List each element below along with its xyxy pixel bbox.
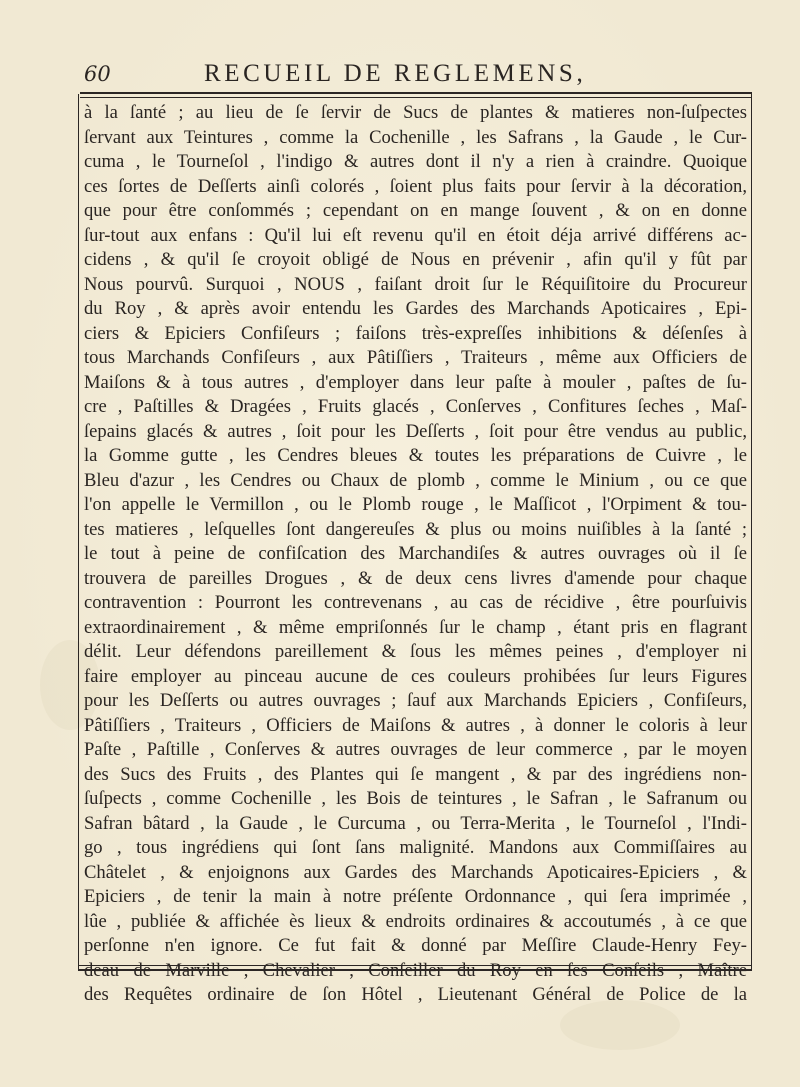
text-line: du Roy , & après avoir entendu les Gardes des Marchands Apoticaires , Epi- xyxy=(84,298,747,319)
text-line: ſur-tout aux enfans : Qu'il lui eſt revenu qu'il en étoit déja arrivé différens ac- xyxy=(84,224,747,246)
text-line: l'on appelle le Vermillon , ou le Plomb rouge , le Maſſicot , l'Orpiment & tou- xyxy=(84,494,747,515)
text-line: Nous pourvû. Surquoi , NOUS , faiſant droit ſur le Réquiſitoire du Procureur xyxy=(84,273,747,295)
text-line: Pâtiſſiers , Traiteurs , Officiers de Maiſons & autres , à donner le coloris à leur xyxy=(84,714,747,736)
text-line: le tout à peine de confiſcation des Marchandiſes & autres ouvrages où il ſe xyxy=(84,543,747,564)
text-line: cidens , & qu'il ſe croyoit obligé de Nous en prévenir , afin qu'il y fût par xyxy=(84,249,747,270)
text-line: ſervant aux Teintures , comme la Cochenille , les Safrans , la Gaude , le Cur- xyxy=(84,126,747,148)
text-line: ciers & Epiciers Confiſeurs ; faiſons très-expreſſes inhibitions & déſenſes à xyxy=(84,322,747,344)
text-line: ſuſpects , comme Cochenille , les Bois de teintures , le Safran , le Safranum ou xyxy=(84,788,747,809)
text-line: cre , Paſtilles & Dragées , Fruits glacés , Conſerves , Confitures ſeches , Maſ- xyxy=(84,396,747,417)
text-line: délit. Leur défendons pareillement & ſous les mêmes peines , d'employer ni xyxy=(84,641,747,662)
text-line: deau de Marville , Chevalier , Conſeiller du Roy en ſes Conſeils , Maître xyxy=(84,959,747,981)
page-number: 60 xyxy=(84,62,111,86)
text-line: pour les Deſſerts ou autres ouvrages ; ſauf aux Marchands Epiciers , Confiſeurs, xyxy=(84,690,747,711)
text-line: ces ſortes de Deſſerts ainſi colorés , ſoient plus faits pour ſervir à la décoration, xyxy=(84,175,747,197)
text-line: à la ſanté ; au lieu de ſe ſervir de Sucs de plantes & matieres non-ſuſpectes xyxy=(84,102,747,123)
text-line: Maiſons & à tous autres , d'employer dans leur paſte à mouler , paſtes de ſu- xyxy=(84,371,747,393)
text-line: faire employer au pinceau aucune de ces couleurs prohibées ſur leurs Figures xyxy=(84,665,747,687)
body-text xyxy=(84,101,747,1008)
text-line: go , tous ingrédiens qui ſont ſans malignité. Mandons aux Commiſſaires au xyxy=(84,837,747,858)
text-line: contravention : Pourront les contrevenans , au cas de récidive , être pourſuivis xyxy=(84,592,747,613)
text-line: des Requêtes ordinaire de ſon Hôtel , Lieutenant Général de Police de la xyxy=(84,984,747,1005)
top-rule xyxy=(80,92,752,98)
page-header xyxy=(84,50,752,90)
paper-stain xyxy=(560,1000,680,1050)
text-line: la Gomme gutte , les Cendres bleues & toutes les préparations de Cuivre , le xyxy=(84,445,747,466)
text-line: tes matieres , leſquelles ſont dangereuſes & plus ou moins nuiſibles à la ſanté ; xyxy=(84,518,747,540)
text-line: cuma , le Tourneſol , l'indigo & autres dont il n'y a rien à craindre. Quoique xyxy=(84,151,747,172)
running-head: RECUEIL DE REGLEMENS, xyxy=(204,60,587,87)
right-frame-rule xyxy=(751,94,752,969)
text-line: trouvera de pareilles Drogues , & de deux cens livres d'amende pour chaque xyxy=(84,567,747,589)
text-line: Epiciers , de tenir la main à notre préſente Ordonnance , qui ſera imprimée , xyxy=(84,886,747,907)
text-line: lûe , publiée & affichée ès lieux & endroits ordinaires & accoutumés , à ce que xyxy=(84,910,747,932)
text-line: ſepains glacés & autres , ſoit pour les Deſſerts , ſoit pour être vendus au public, xyxy=(84,420,747,442)
text-line: tous Marchands Confiſeurs , aux Pâtiſſiers , Traiteurs , même aux Officiers de xyxy=(84,347,747,368)
text-line: des Sucs des Fruits , des Plantes qui ſe mangent , & par des ingrédiens non- xyxy=(84,763,747,785)
text-line: Châtelet , & enjoignons aux Gardes des Marchands Apoticaires-Epiciers , & xyxy=(84,861,747,883)
text-line: perſonne n'en ignore. Ce fut fait & donné par Meſſire Claude-Henry Fey- xyxy=(84,935,747,956)
text-line: Bleu d'azur , les Cendres ou Chaux de plomb , comme le Minium , ou ce que xyxy=(84,469,747,491)
bottom-rule xyxy=(78,965,752,971)
text-line: extraordinairement , & même empriſonnés ſur le champ , étant pris en flagrant xyxy=(84,616,747,638)
text-line: Paſte , Paſtille , Conſerves & autres ouvrages de leur commerce , par le moyen xyxy=(84,739,747,760)
text-line: que pour être conſommés ; cependant on en mange ſouvent , & on en donne xyxy=(84,200,747,221)
left-frame-rule xyxy=(78,94,79,969)
text-line: Safran bâtard , la Gaude , le Curcuma , ou Terra-Merita , le Tourneſol , l'Indi- xyxy=(84,812,747,834)
